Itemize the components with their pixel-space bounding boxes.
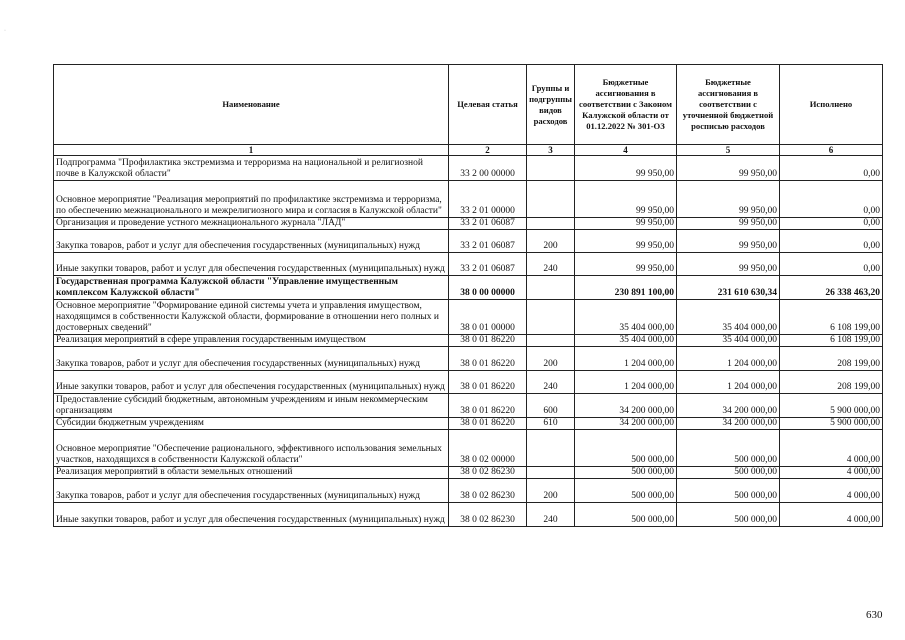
budget-table-container [53, 64, 883, 527]
table-row [54, 347, 883, 371]
row-law-amount: 34 200 000,00 [575, 394, 677, 418]
budget-table [53, 64, 883, 527]
col-index: 5 [677, 145, 780, 156]
row-group-code [527, 300, 575, 335]
row-executed-amount: 4 000,00 [780, 503, 883, 527]
row-law-amount: 500 000,00 [575, 479, 677, 503]
row-roster-amount: 99 950,00 [677, 230, 780, 253]
row-roster-amount: 500 000,00 [677, 467, 780, 479]
row-roster-amount: 99 950,00 [677, 218, 780, 230]
row-name: Основное мероприятие "Реализация мероприятий по профилактике экстремизма и терроризма, по обеспечению межнационального и межрелигиозного мира и согласия в Калужской области" [54, 181, 449, 218]
row-law-amount: 99 950,00 [575, 181, 677, 218]
row-roster-amount: 500 000,00 [677, 479, 780, 503]
header-name: Наименование [54, 65, 449, 145]
margin-mark: · [4, 28, 6, 34]
row-law-amount: 99 950,00 [575, 218, 677, 230]
row-law-amount: 99 950,00 [575, 230, 677, 253]
row-target-code: 38 0 02 00000 [449, 430, 527, 467]
row-law-amount: 35 404 000,00 [575, 335, 677, 347]
header-law: Бюджетные ассигнования в соответствии с Законом Калужской области от 01.12.2022 № 301-ОЗ [575, 65, 677, 145]
row-roster-amount: 35 404 000,00 [677, 300, 780, 335]
row-name: Реализация мероприятий в области земельных отношений [54, 467, 449, 479]
row-executed-amount: 0,00 [780, 230, 883, 253]
row-group-code: 240 [527, 371, 575, 394]
col-index: 3 [527, 145, 575, 156]
row-law-amount: 99 950,00 [575, 156, 677, 181]
row-group-code [527, 181, 575, 218]
table-row [54, 300, 883, 335]
row-roster-amount: 500 000,00 [677, 503, 780, 527]
row-name: Закупка товаров, работ и услуг для обеспечения государственных (муниципальных) нужд [54, 230, 449, 253]
row-name: Иные закупки товаров, работ и услуг для обеспечения государственных (муниципальных) нужд [54, 371, 449, 394]
row-roster-amount: 34 200 000,00 [677, 418, 780, 430]
table-row [54, 218, 883, 230]
row-target-code: 38 0 02 86230 [449, 467, 527, 479]
row-executed-amount: 5 900 000,00 [780, 394, 883, 418]
row-executed-amount: 4 000,00 [780, 467, 883, 479]
row-law-amount: 34 200 000,00 [575, 418, 677, 430]
table-row [54, 253, 883, 276]
page-number: 630 [866, 609, 883, 621]
row-name: Основное мероприятие "Обеспечение рационального, эффективного использования земельных участков, находящихся в собственности Калужской области" [54, 430, 449, 467]
table-row [54, 181, 883, 218]
table-row [54, 479, 883, 503]
table-row [54, 371, 883, 394]
header-row [54, 65, 883, 145]
row-group-code [527, 276, 575, 300]
header-groups: Группы и подгруппы видов расходов [527, 65, 575, 145]
row-name: Иные закупки товаров, работ и услуг для обеспечения государственных (муниципальных) нужд [54, 253, 449, 276]
row-name: Организация и проведение устного межнационального журнала "ЛАД" [54, 218, 449, 230]
row-law-amount: 1 204 000,00 [575, 347, 677, 371]
row-executed-amount: 0,00 [780, 218, 883, 230]
row-law-amount: 500 000,00 [575, 467, 677, 479]
row-name: Закупка товаров, работ и услуг для обеспечения государственных (муниципальных) нужд [54, 479, 449, 503]
row-name: Подпрограмма "Профилактика экстремизма и терроризма на национальной и религиозной почве в Калужской области" [54, 156, 449, 181]
row-law-amount: 1 204 000,00 [575, 371, 677, 394]
row-group-code: 200 [527, 347, 575, 371]
row-group-code: 610 [527, 418, 575, 430]
row-target-code: 33 2 01 06087 [449, 253, 527, 276]
row-target-code: 38 0 00 00000 [449, 276, 527, 300]
row-group-code [527, 430, 575, 467]
row-executed-amount: 208 199,00 [780, 347, 883, 371]
row-target-code: 38 0 01 00000 [449, 300, 527, 335]
row-executed-amount: 6 108 199,00 [780, 335, 883, 347]
row-roster-amount: 99 950,00 [677, 253, 780, 276]
row-name: Субсидии бюджетным учреждениям [54, 418, 449, 430]
row-target-code: 38 0 01 86220 [449, 371, 527, 394]
row-roster-amount: 1 204 000,00 [677, 347, 780, 371]
row-law-amount: 500 000,00 [575, 430, 677, 467]
row-name: Иные закупки товаров, работ и услуг для обеспечения государственных (муниципальных) нужд [54, 503, 449, 527]
row-roster-amount: 34 200 000,00 [677, 394, 780, 418]
row-name: Основное мероприятие "Формирование единой системы учета и управления имуществом, находящимся в собственности Калужской области, формирование в отношении него полных и достоверных сведений" [54, 300, 449, 335]
row-target-code: 38 0 02 86230 [449, 503, 527, 527]
row-group-code [527, 335, 575, 347]
col-index: 6 [780, 145, 883, 156]
table-row [54, 230, 883, 253]
col-index: 2 [449, 145, 527, 156]
column-index-row [54, 145, 883, 156]
row-executed-amount: 4 000,00 [780, 479, 883, 503]
row-target-code: 38 0 01 86220 [449, 335, 527, 347]
row-group-code: 200 [527, 230, 575, 253]
row-law-amount: 35 404 000,00 [575, 300, 677, 335]
row-roster-amount: 35 404 000,00 [677, 335, 780, 347]
row-name: Закупка товаров, работ и услуг для обеспечения государственных (муниципальных) нужд [54, 347, 449, 371]
row-executed-amount: 208 199,00 [780, 371, 883, 394]
row-executed-amount: 0,00 [780, 253, 883, 276]
row-roster-amount: 500 000,00 [677, 430, 780, 467]
row-executed-amount: 5 900 000,00 [780, 418, 883, 430]
row-group-code [527, 467, 575, 479]
row-name: Реализация мероприятий в сфере управления государственным имуществом [54, 335, 449, 347]
table-row [54, 335, 883, 347]
row-law-amount: 99 950,00 [575, 253, 677, 276]
row-executed-amount: 0,00 [780, 181, 883, 218]
row-executed-amount: 0,00 [780, 156, 883, 181]
row-roster-amount: 231 610 630,34 [677, 276, 780, 300]
row-target-code: 38 0 02 86230 [449, 479, 527, 503]
row-target-code: 33 2 01 06087 [449, 218, 527, 230]
col-index: 1 [54, 145, 449, 156]
row-law-amount: 500 000,00 [575, 503, 677, 527]
row-group-code: 240 [527, 253, 575, 276]
table-row [54, 276, 883, 300]
row-target-code: 33 2 01 00000 [449, 181, 527, 218]
table-row [54, 394, 883, 418]
row-target-code: 33 2 00 00000 [449, 156, 527, 181]
row-executed-amount: 4 000,00 [780, 430, 883, 467]
row-roster-amount: 99 950,00 [677, 156, 780, 181]
row-group-code [527, 218, 575, 230]
row-target-code: 38 0 01 86220 [449, 394, 527, 418]
row-target-code: 38 0 01 86220 [449, 347, 527, 371]
row-group-code: 240 [527, 503, 575, 527]
row-target-code: 33 2 01 06087 [449, 230, 527, 253]
row-executed-amount: 6 108 199,00 [780, 300, 883, 335]
row-executed-amount: 26 338 463,20 [780, 276, 883, 300]
row-roster-amount: 99 950,00 [677, 181, 780, 218]
table-row [54, 467, 883, 479]
row-group-code: 600 [527, 394, 575, 418]
header-done: Исполнено [780, 65, 883, 145]
table-row [54, 418, 883, 430]
row-roster-amount: 1 204 000,00 [677, 371, 780, 394]
table-row [54, 156, 883, 181]
row-group-code [527, 156, 575, 181]
row-group-code: 200 [527, 479, 575, 503]
col-index: 4 [575, 145, 677, 156]
header-target: Целевая статья [449, 65, 527, 145]
row-name: Предоставление субсидий бюджетным, автономным учреждениям и иным некоммерческим организациям [54, 394, 449, 418]
table-row [54, 430, 883, 467]
table-row [54, 503, 883, 527]
row-law-amount: 230 891 100,00 [575, 276, 677, 300]
row-target-code: 38 0 01 86220 [449, 418, 527, 430]
header-roster: Бюджетные ассигнования в соответствии с уточненной бюджетной росписью расходов [677, 65, 780, 145]
row-name: Государственная программа Калужской области "Управление имущественным комплексом Калужской области" [54, 276, 449, 300]
